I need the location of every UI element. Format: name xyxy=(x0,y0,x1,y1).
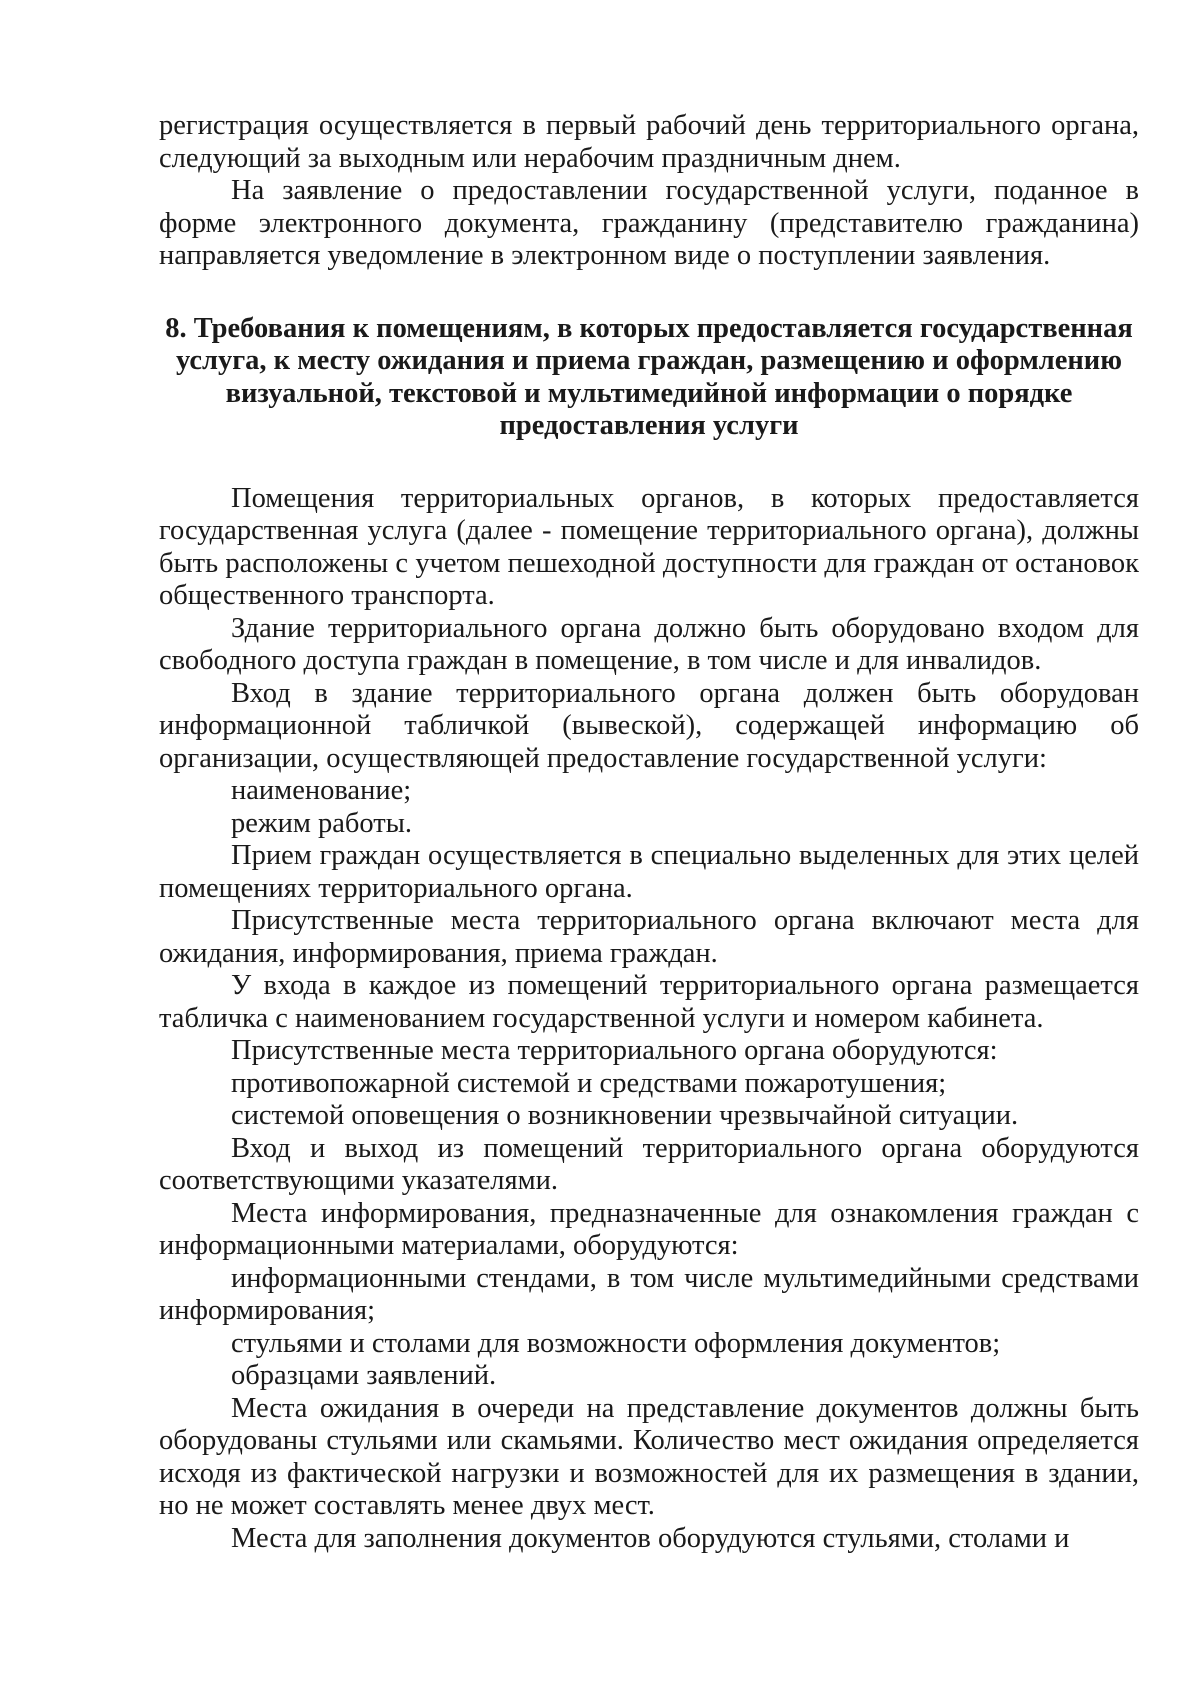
paragraph-room-sign: У входа в каждое из помещений территориального органа размещается табличка с наименованием государственной услуги и номером кабинета. xyxy=(159,970,1139,1034)
paragraph-equipment: Присутственные места территориального органа оборудуются: xyxy=(231,1035,998,1066)
list-item-fire-system: противопожарной системой и средствами пожаротушения; xyxy=(231,1067,947,1099)
list-item-sample-forms: образцами заявлений. xyxy=(231,1360,497,1391)
paragraph-info-sign: Вход в здание территориального органа должен быть оборудован информационной табличкой (вывеской), содержащей информацию об организации, осуществляющей предоставление государственной услуги: xyxy=(159,677,1139,774)
intro-paragraph-1: регистрация осуществляется в первый рабочий день территориального органа, следующий за выходным или нерабочим праздничным днем. xyxy=(159,110,1139,174)
list-item-chairs-tables: стульями и столами для возможности оформления документов; xyxy=(231,1327,1001,1359)
list-item-alert-system: системой оповещения о возникновении чрезвычайной ситуации. xyxy=(231,1100,1019,1131)
list-item-schedule: режим работы. xyxy=(231,807,413,839)
paragraph-attendance-places: Присутственные места территориального органа включают места для ожидания, информирования, приема граждан. xyxy=(159,905,1139,969)
list-item-name: наименование; xyxy=(231,775,412,806)
paragraph-premises: Помещения территориальных органов, в которых предоставляется государственная услуга (далее - помещение территориального органа), должны быть расположены с учетом пешеходной доступности для граждан от остановок общественного транспорта. xyxy=(159,482,1139,611)
paragraph-building-entrance: Здание территориального органа должно быть оборудовано входом для свободного доступа граждан в помещение, в том числе и для инвалидов. xyxy=(159,612,1139,676)
paragraph-reception: Прием граждан осуществляется в специально выделенных для этих целей помещениях территориального органа. xyxy=(159,840,1139,904)
document-page xyxy=(159,110,1139,1555)
intro-paragraph-2: На заявление о предоставлении государственной услуги, поданное в форме электронного документа, гражданину (представителю гражданина) направляется уведомление в электронном виде о поступлении заявления. xyxy=(159,175,1139,271)
list-item-info-stands: информационными стендами, в том числе мультимедийными средствами информирования; xyxy=(159,1262,1139,1326)
paragraph-info-places: Места информирования, предназначенные для ознакомления граждан с информационными материалами, оборудуются: xyxy=(159,1197,1139,1261)
paragraph-filling-places: Места для заполнения документов оборудуются стульями, столами и xyxy=(231,1522,1070,1554)
section-title: 8. Требования к помещениям, в которых предоставляется государственная услуга, к месту ожидания и приема граждан, размещению и оформлению визуальной, текстовой и мультимедийной информации о порядке предоставления услуги xyxy=(165,312,1133,441)
paragraph-waiting-places: Места ожидания в очереди на представление документов должны быть оборудованы стульями или скамьями. Количество мест ожидания определяется исходя из фактической нагрузки и возможностей для их размещения в здании, но не может составлять менее двух мест. xyxy=(159,1392,1139,1521)
paragraph-exit-signs: Вход и выход из помещений территориального органа оборудуются соответствующими указателями. xyxy=(159,1132,1139,1196)
